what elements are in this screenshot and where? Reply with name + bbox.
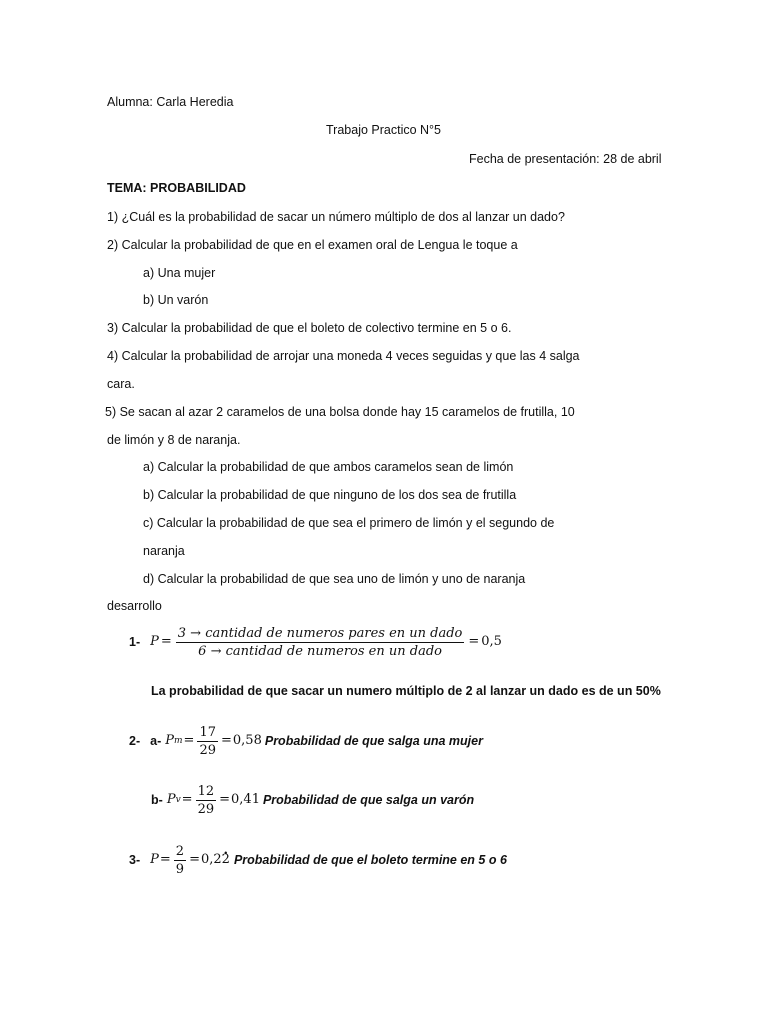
question-4-line-2: cara. [107,377,135,391]
answer-1-numerator: 3 → cantidad de numeros pares en un dado [177,625,463,641]
answer-2a-result: 0,58 [232,733,262,748]
answer-2b-fraction [196,784,217,817]
answer-2b-label: b- [151,793,163,807]
question-4-line-1: 4) Calcular la probabilidad de arrojar una moneda 4 veces seguidas y que las 4 salga [107,349,580,363]
answer-3 [129,841,507,879]
question-3: 3) Calcular la probabilidad de que el boleto de colectivo termine en 5 o 6. [107,321,512,335]
answer-2b-formula: P v = $\frac{12}{29}$ = 0,41 [166,783,260,817]
answer-2b [151,781,474,819]
answer-1-conclusion: La probabilidad de que sacar un numero múltiplo de 2 al lanzar un dado es de un 50% [151,684,661,698]
student-name: Alumna: Carla Heredia [107,95,234,109]
answer-1-denominator: 6 → cantidad de numeros en un dado [198,643,442,659]
presentation-date: Fecha de presentación: 28 de abril [469,152,662,166]
answer-3-formula: P = $\frac{2}{9}$ = 0,2 2 . [150,844,230,877]
answer-2a-fraction [197,725,218,758]
answer-3-denominator: 9 [175,861,185,877]
answer-3-repeating-digit: 2 . [222,852,230,868]
answer-2a-text: Probabilidad de que salga una mujer [264,734,483,748]
answer-2b-numerator: 12 [197,783,215,799]
question-5c-line-1: c) Calcular la probabilidad de que sea el primero de limón y el segundo de [143,516,555,530]
answer-2a-label: a- [150,734,162,748]
answer-3-text: Probabilidad de que el boleto termine en 5 o 6 [233,853,507,867]
answer-2-label: 2- [129,734,141,748]
answer-2b-var: P [166,792,176,807]
answer-3-numerator: 2 [175,843,185,859]
answer-1-formula: P = $\frac{\text{3 → cantidad de numeros pares en un dado}}{\text{6 → cantidad de numeros en un dado}}$ = 0,5 [150,625,502,659]
question-2a: a) Una mujer [143,266,216,280]
question-5-line-2: de limón y 8 de naranja. [107,433,241,447]
development-heading: desarrollo [107,599,162,613]
answer-2a [129,722,483,760]
document-title: Trabajo Practico N°5 [326,123,441,137]
topic-heading: TEMA: PROBABILIDAD [107,181,246,195]
answer-2a-sub: m [174,736,183,746]
question-5-line-1: 5) Se sacan al azar 2 caramelos de una bolsa donde hay 15 caramelos de frutilla, 10 [105,405,575,419]
question-5a: a) Calcular la probabilidad de que ambos caramelos sean de limón [143,460,514,474]
answer-3-lhs: P [150,852,159,867]
question-5d: d) Calcular la probabilidad de que sea uno de limón y uno de naranja [143,572,526,586]
question-2: 2) Calcular la probabilidad de que en el examen oral de Lengua le toque a [107,238,518,252]
answer-2a-numerator: 17 [199,724,216,740]
answer-2a-formula: P m = $\frac{17}{29}$ = 0,58 [165,724,262,758]
answer-2b-result: 0,41 [231,792,260,807]
answer-1-result: 0,5 [481,634,502,649]
answer-2b-sub: v [175,795,181,805]
question-5b: b) Calcular la probabilidad de que ninguno de los dos sea de frutilla [143,488,517,502]
answer-2a-denominator: 29 [199,742,216,758]
answer-2b-text: Probabilidad de que salga un varón [262,793,475,807]
answer-3-result: 0,2 [200,852,222,867]
answer-1 [129,623,502,661]
answer-3-fraction [174,844,186,877]
question-1: 1) ¿Cuál es la probabilidad de sacar un número múltiplo de dos al lanzar un dado? [107,210,565,224]
answer-1-lhs: P [150,634,159,649]
answer-3-label: 3- [129,853,141,867]
answer-1-fraction [176,626,465,659]
answer-2b-denominator: 29 [197,801,215,817]
answer-2a-var: P [165,733,174,748]
question-2b: b) Un varón [143,293,209,307]
answer-1-label: 1- [129,635,141,649]
question-5c-line-2: naranja [143,544,185,558]
